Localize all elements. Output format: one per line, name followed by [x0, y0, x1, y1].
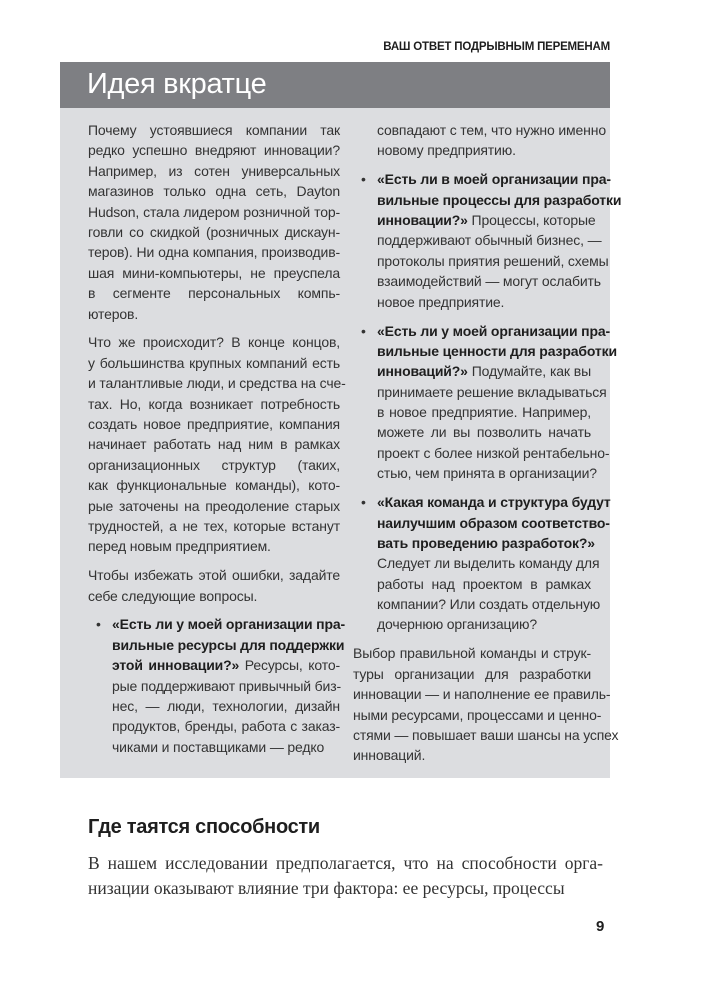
text-line — [88, 455, 340, 475]
line-text: Следует ли выделить команду для — [377, 555, 600, 572]
text-line — [377, 190, 622, 210]
line-text: дочернюю организацию? — [377, 616, 538, 633]
bullet-icon: • — [361, 494, 366, 511]
line-text: новому предприятию. — [377, 142, 516, 159]
paragraph — [353, 120, 606, 161]
text-line — [377, 614, 591, 634]
text-line — [88, 283, 340, 303]
text-line — [377, 492, 611, 512]
sidebar-left-column — [88, 120, 346, 766]
running-head: ВАШ ОТВЕТ ПОДРЫВНЫМ ПЕРЕМЕНАМ — [383, 41, 610, 53]
bold-question: наилучшим образом соответство- — [377, 514, 610, 531]
text-line — [353, 725, 619, 745]
line-text: ными ресурсами, процессами и ценно- — [353, 706, 602, 723]
text-line — [377, 140, 591, 160]
line-text: ютеров. — [88, 305, 139, 322]
line-text: Почему устоявшиеся компании так — [88, 122, 340, 138]
line-text: и талантливые люди, и средства на сче- — [88, 375, 346, 392]
text-line — [88, 353, 340, 373]
text-line — [88, 140, 340, 160]
text-line — [88, 373, 346, 393]
paragraph — [88, 565, 340, 606]
line-text: нес, — люди, технологии, дизайн — [112, 698, 340, 715]
line-text: трудностей, а не тех, которые встанут — [88, 517, 340, 534]
line-text: теров). Ни одна компания, производив- — [88, 244, 340, 261]
body-line: В нашем исследовании предполагается, что на способности орга- — [88, 853, 603, 873]
line-text: работы над проектом в рамках — [377, 575, 591, 592]
text-line — [377, 533, 595, 553]
paragraph — [353, 643, 619, 765]
line-text: продуктов, бренды, работа с заказ- — [112, 718, 340, 735]
text-line — [353, 664, 591, 684]
text-line — [377, 463, 597, 483]
line-text: протоколы приятия решений, схемы — [377, 252, 609, 269]
text-line — [88, 202, 340, 222]
text-line — [88, 434, 340, 454]
text-line — [88, 263, 340, 283]
line-text: Процессы, которые — [467, 212, 596, 229]
line-text: Hudson, стала лидером розничной тор- — [88, 203, 340, 220]
text-line — [88, 181, 340, 201]
bullet-item — [353, 321, 617, 484]
line-text: Чтобы избежать этой ошибки, задайте — [88, 567, 340, 584]
text-line — [88, 394, 340, 414]
line-text: можете ли вы позволить начать — [377, 424, 591, 441]
bold-question: «Есть ли у моей организации пра- — [112, 616, 346, 633]
line-text: Что же происходит? В конце концов, — [88, 334, 340, 351]
line-text: у большинства крупных компаний есть — [88, 354, 340, 371]
bullet-icon: • — [361, 322, 366, 339]
line-text: Выбор правильной команды и струк- — [353, 645, 591, 662]
line-text: организационных структур (таких, — [88, 456, 340, 473]
text-line — [88, 161, 340, 181]
text-line — [88, 304, 340, 324]
text-line — [377, 594, 601, 614]
body-line: низации оказывают влияние три фактора: ее ресурсы, процессы — [88, 878, 565, 898]
line-text: в новое предприятие. Например, — [377, 404, 591, 421]
text-line — [353, 705, 602, 725]
text-line — [377, 210, 596, 230]
text-line — [88, 120, 340, 140]
text-line — [353, 745, 591, 765]
text-line — [88, 242, 340, 262]
bullet-item — [353, 492, 611, 635]
sidebar-title: Идея вкратце — [87, 68, 267, 100]
bullet-item — [88, 614, 346, 757]
line-text: шая мини-компьютеры, не преуспела — [88, 264, 340, 281]
text-line — [88, 586, 340, 606]
bold-question: вильные процессы для разработки — [377, 191, 622, 208]
text-line — [88, 332, 340, 352]
text-line — [377, 321, 611, 341]
text-line — [88, 222, 340, 242]
line-text: поддерживают обычный бизнес, — — [377, 232, 602, 249]
text-line — [377, 251, 609, 271]
line-text: стью, чем принята в организации? — [377, 465, 597, 482]
bold-question: этой инновации?» — [112, 657, 240, 674]
line-text: взаимодействий — могут ослабить — [377, 273, 601, 290]
text-line — [88, 414, 340, 434]
text-line — [377, 382, 607, 402]
text-line — [377, 120, 606, 140]
line-text: стями — повышает ваши шансы на успех — [353, 726, 619, 743]
text-line — [377, 292, 591, 312]
line-text: чиками и поставщиками — редко — [112, 738, 325, 755]
line-text: себе следующие вопросы. — [88, 587, 258, 604]
text-line — [377, 271, 601, 291]
bold-question: «Есть ли у моей организации пра- — [377, 322, 611, 339]
text-line — [112, 655, 340, 675]
bold-question: вать проведению разработок?» — [377, 534, 595, 551]
text-line — [112, 635, 345, 655]
text-line — [112, 716, 340, 736]
line-text: рые заточены на преодоление старых — [88, 497, 340, 514]
line-text: туры организации для разработки — [353, 665, 591, 682]
line-text: редко успешно внедряют инновации? — [88, 142, 340, 159]
line-text: инновации — и наполнение ее правиль- — [353, 686, 611, 703]
bold-question: инноваций?» — [377, 363, 468, 380]
line-text: в сегменте персональных компь- — [88, 285, 340, 302]
bullet-icon: • — [96, 616, 101, 633]
text-line — [88, 565, 340, 585]
bold-question: вильные ресурсы для поддержки — [112, 636, 345, 653]
bold-question: «Какая команда и структура будут — [377, 494, 611, 511]
sidebar-right-column — [353, 120, 622, 774]
line-text: говли со скидкой (розничных дискаун- — [88, 223, 340, 240]
text-line — [353, 643, 591, 663]
line-text: магазинов только одна сеть, Dayton — [88, 183, 340, 200]
text-line — [377, 402, 591, 422]
line-text: компании? Или создать отдельную — [377, 596, 601, 613]
line-text: Ресурсы, кото- — [239, 657, 340, 674]
line-text: как функциональные команды), кото- — [88, 477, 340, 494]
section-heading: Где таятся способности — [88, 816, 320, 838]
text-line — [377, 553, 600, 573]
text-line — [88, 475, 340, 495]
line-text: новое предприятие. — [377, 293, 505, 310]
text-line — [377, 361, 591, 381]
text-line — [112, 696, 340, 716]
paragraph — [88, 332, 346, 556]
text-line — [377, 443, 610, 463]
text-line — [377, 422, 591, 442]
line-text: рые поддерживают привычный биз- — [112, 677, 341, 694]
line-text: Например, из сотен универсальных — [88, 162, 340, 179]
text-line — [377, 341, 617, 361]
line-text: совпадают с тем, что нужно именно — [377, 122, 606, 138]
line-text: начинает работать над ним в рамках — [88, 436, 340, 453]
text-line — [377, 513, 610, 533]
line-text: проект с более низкой рентабельно- — [377, 444, 610, 461]
bullet-icon: • — [361, 171, 366, 188]
line-text: создать новое предприятие, компания — [88, 415, 340, 432]
text-line — [112, 737, 340, 757]
line-text: тах. Но, когда возникает потребность — [88, 395, 340, 412]
text-line — [112, 676, 340, 696]
bullet-item — [353, 169, 622, 312]
text-line — [377, 169, 611, 189]
text-line — [112, 614, 346, 634]
bold-question: «Есть ли в моей организации пра- — [377, 171, 611, 188]
bold-question: инновации?» — [377, 212, 468, 229]
line-text: Подумайте, как вы — [467, 363, 591, 380]
page-number: 9 — [596, 918, 605, 935]
body-paragraph — [88, 851, 603, 901]
text-line — [377, 574, 591, 594]
text-line — [353, 684, 611, 704]
line-text: перед новым предприятием. — [88, 538, 271, 555]
line-text: принимаете решение вкладываться — [377, 383, 607, 400]
text-line — [377, 230, 602, 250]
sidebar-title-band — [60, 62, 610, 108]
paragraph — [88, 120, 340, 324]
line-text: инноваций. — [353, 747, 426, 764]
text-line — [88, 496, 340, 516]
bold-question: вильные ценности для разработки — [377, 342, 617, 359]
text-line — [88, 516, 340, 536]
text-line — [88, 536, 340, 556]
